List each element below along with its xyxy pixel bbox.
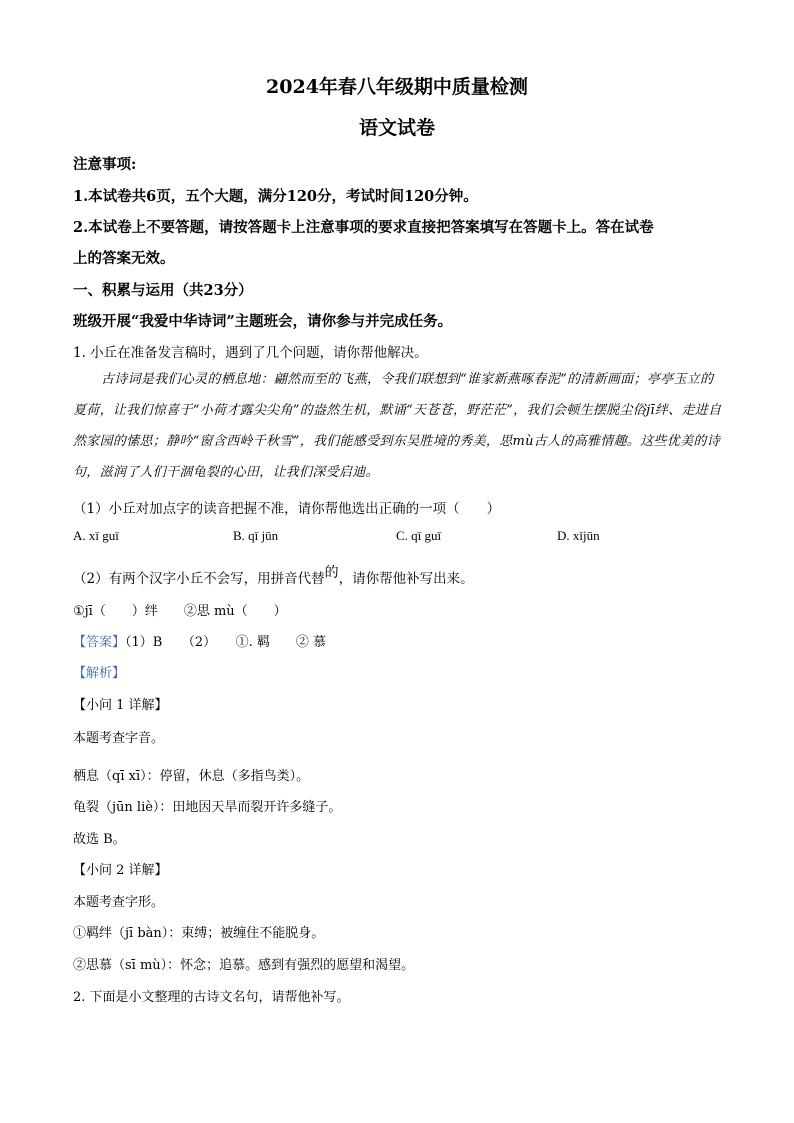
answer-text: （1）B （2） ①. 羁 ② 慕 [125,635,327,650]
notice-item-2a: 2.本试卷上不要答题，请按答题卡上注意事项的要求直接把答案填写在答题卡上。答在试卷 [73,219,654,236]
sub2-text-a: （2）有两个汉字小丘不会写，用拼音代替 [73,571,325,587]
detail-2-b: ①羁绊（jī bàn）：束缚；被缠住不能脱身。 [73,926,325,941]
detail-1-b: 栖息（qī xī）：停留，休息（多指鸟类）。 [73,769,310,784]
question-1-sub-1: （1）小丘对加点字的读音把握不准，请你帮他选出正确的一项（ ） [73,501,501,517]
option-b: B. qī jūn [233,528,279,543]
question-1-sub-2 [73,567,474,588]
detail-2-label: 【小问 2 详解】 [73,863,168,878]
option-d: D. xījūn [557,528,600,543]
question-2: 2. 下面是小文整理的古诗文名句，请帮他补写。 [73,990,350,1005]
detail-1-d: 故选 B。 [73,832,126,847]
analysis-label: 【解析】 [73,666,126,681]
option-a: A. xī guī [73,528,119,543]
question-1: 1. 小丘在准备发言稿时，遇到了几个问题，请你帮他解决。 [73,345,428,361]
sub2-de: 的 [324,565,339,581]
detail-2-a: 本题考查字形。 [73,895,165,910]
notice-item-1: 1.本试卷共6页，五个大题，满分120分，考试时间120分钟。 [73,188,478,205]
detail-1-label: 【小问 1 详解】 [73,698,168,713]
detail-1-a: 本题考查字音。 [73,731,165,746]
detail-2-c: ②思慕（sī mù）：怀念；追慕。感到有强烈的愿望和渴望。 [73,958,415,973]
fill-blanks: ①jī（ ）绊 ②思 mù（ ） [73,604,287,619]
option-c: C. qī guī [396,528,442,543]
section-intro: 班级开展“我爱中华诗词”主题班会，请你参与并完成任务。 [73,313,453,330]
analysis-line [73,662,125,681]
answer-line [73,631,326,650]
answer-label: 【答案】 [73,635,126,650]
page-title: 2024年春八年级期中质量检测 [266,76,528,98]
reading-passage: 古诗词是我们心灵的栖息地：翩然而至的飞燕，令我们联想到“谁家新燕啄春泥”的清新画面；亭亭玉立的夏荷，让我们惊喜于“小荷才露尖尖角”的盎然生机，默诵“天苍苍，野茫茫”，我们会顿生摆脱尘俗jī绊、走进自然家园的愫思；静吟“窗含西岭千秋雪”，我们能感受到东吴胜境的秀美，思mù古人的高雅情趣。这些优美的诗句，滋润了人们干涸龟裂的心田，让我们深受启迪。 [73,372,722,480]
notice-heading: 注意事项: [73,156,137,173]
notice-item-2b: 上的答案无效。 [73,250,175,267]
sub2-text-b: ，请你帮他补写出来。 [338,571,474,587]
detail-1-c: 龟裂（jūn liè）：田地因天旱而裂开许多缝子。 [73,800,342,815]
page-subtitle: 语文试卷 [358,117,435,139]
section-heading: 一、积累与运用（共23分） [73,282,253,299]
